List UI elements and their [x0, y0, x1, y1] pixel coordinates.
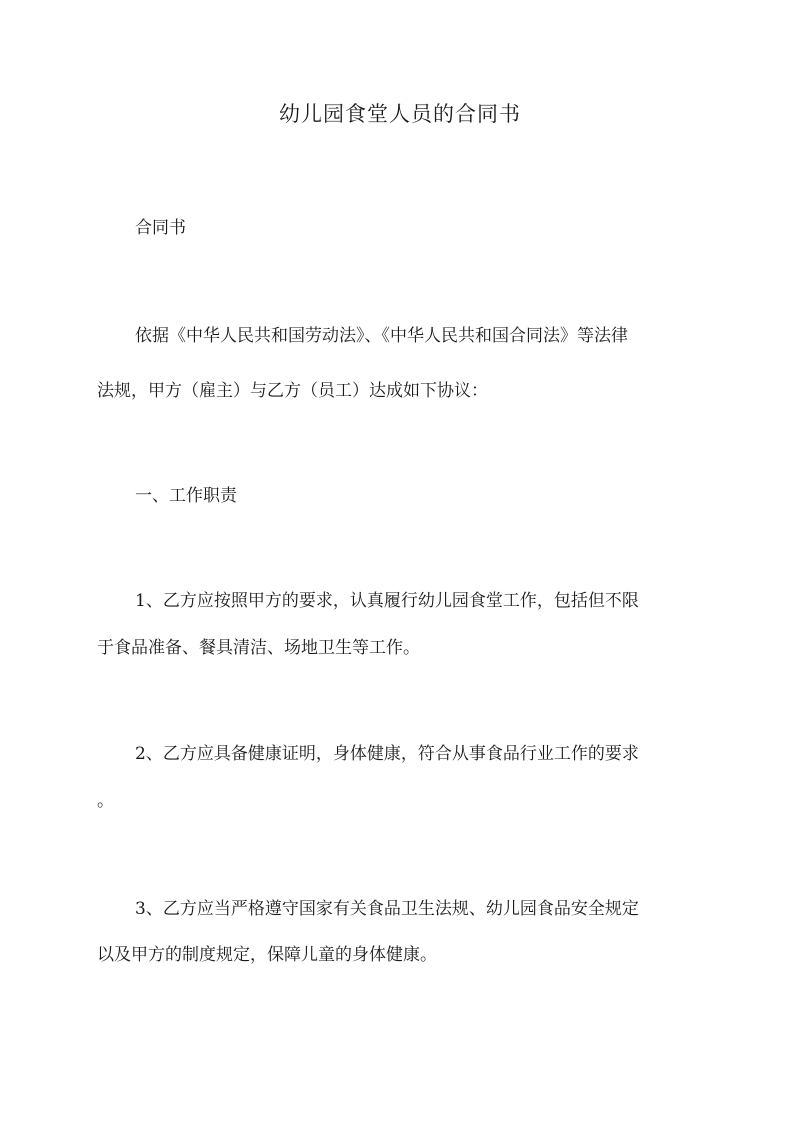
- item-1-line-1: 1、乙方应按照甲方的要求，认真履行幼儿园食堂工作，包括但不限: [135, 591, 639, 611]
- intro-line-1: 依据《中华人民共和国劳动法》、《中华人民共和国合同法》等法律: [135, 326, 628, 346]
- intro-line-2: 法规，甲方（雇主）与乙方（员工）达成如下协议：: [97, 381, 488, 401]
- document-title: 幼儿园食堂人员的合同书: [279, 102, 521, 126]
- item-2-line-2: 。: [97, 791, 114, 811]
- item-3-line-2: 以及甲方的制度规定，保障儿童的身体健康。: [97, 945, 437, 965]
- item-3-line-1: 3、乙方应当严格遵守国家有关食品卫生法规、幼儿园食品安全规定: [135, 899, 639, 919]
- contract-heading: 合同书: [135, 218, 186, 238]
- section-heading: 一、工作职责: [135, 486, 237, 506]
- item-2-line-1: 2、乙方应具备健康证明，身体健康，符合从事食品行业工作的要求: [135, 744, 639, 764]
- item-1-line-2: 于食品准备、餐具清洁、场地卫生等工作。: [97, 638, 420, 658]
